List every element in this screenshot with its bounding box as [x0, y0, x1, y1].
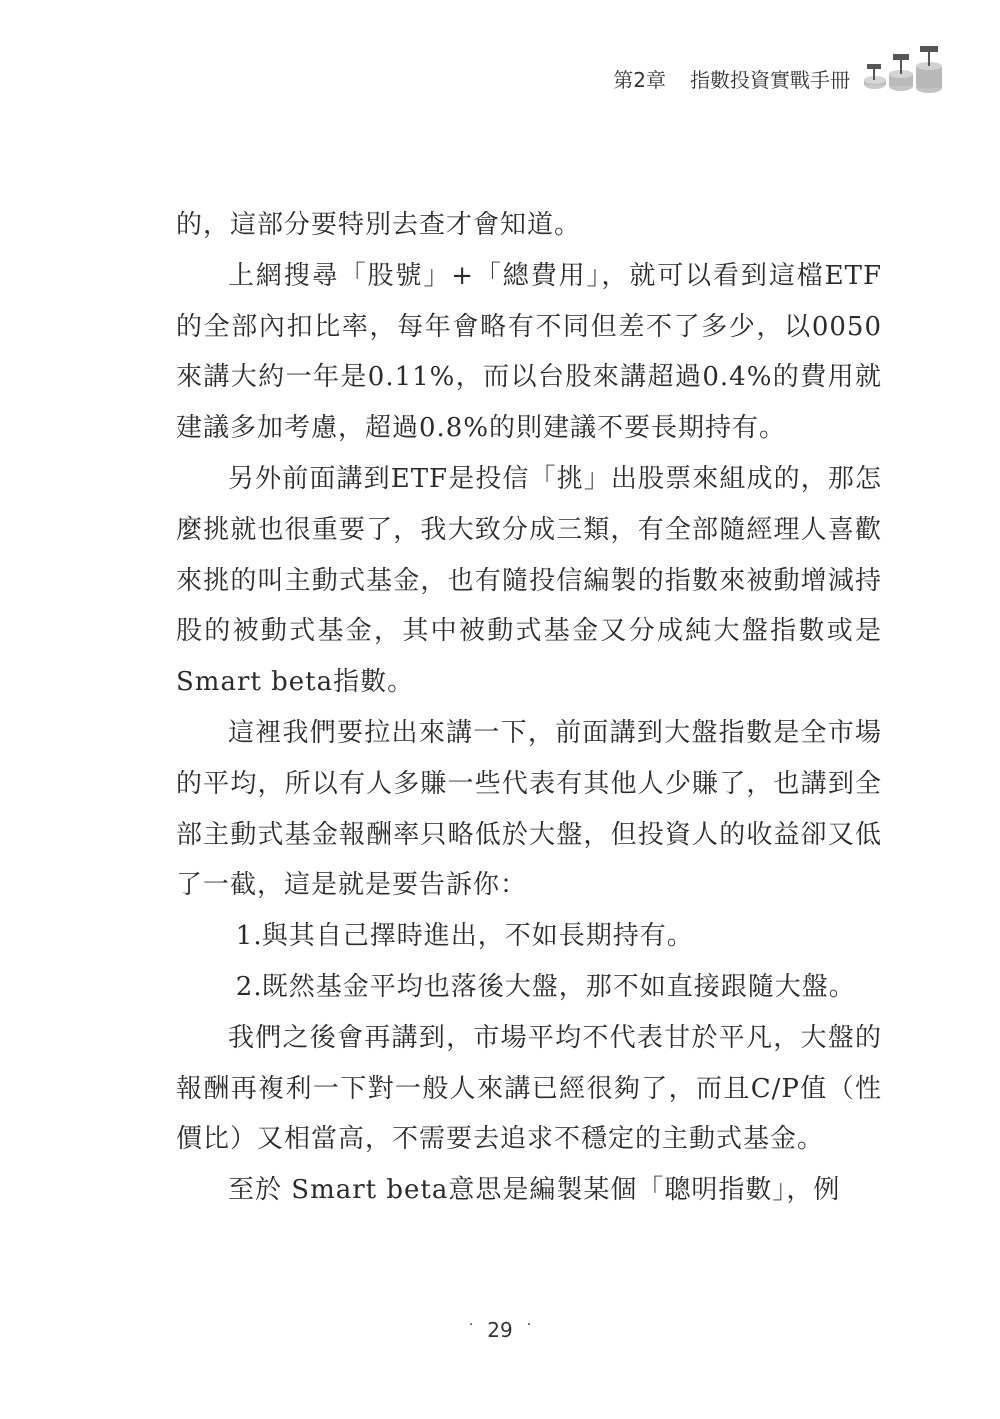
paragraph-market-average: 這裡我們要拉出來講一下，前面講到大盤指數是全市場的平均，所以有人多賺一些代表有其他人少賺了，也講到全部主動式基金報酬率只略低於大盤，但投資人的收益卻又低了一截，這是就是要告訴你： — [176, 717, 882, 901]
list-number: 1. — [235, 921, 263, 952]
coin-stack-icon — [861, 44, 945, 94]
page-footer — [0, 1318, 1000, 1342]
footer-dot-right: · — [526, 1317, 532, 1333]
paragraph-search-fees: 上網搜尋「股號」+「總費用」，就可以看到這檔ETF的全部內扣比率，每年會略有不同但差不了多少，以0050來講大約一年是0.11%，而以台股來講超過0.4%的費用就建議多加考慮，超過0.8%的則建議不要長期持有。 — [176, 260, 882, 444]
list-item — [197, 962, 882, 1013]
page-body — [176, 200, 882, 1216]
list-text: 既然基金平均也落後大盤，那不如直接跟隨大盤。 — [261, 971, 856, 1002]
running-header — [613, 64, 850, 93]
list-item — [197, 911, 882, 962]
list-text: 與其自己擇時進出，不如長期持有。 — [261, 921, 694, 952]
footer-dot-left: · — [468, 1317, 474, 1333]
paragraph-smart-beta: 至於 Smart beta意思是編製某個「聰明指數」，例 — [228, 1175, 841, 1206]
paragraph-compounding: 我們之後會再講到，市場平均不代表甘於平凡，大盤的報酬再複利一下對一般人來講已經很夠了，而且C/P值（性價比）又相當高，不需要去追求不穩定的主動式基金。 — [176, 1022, 882, 1155]
list-number: 2. — [235, 971, 263, 1002]
paragraph-continuation: 的，這部分要特別去查才會知道。 — [176, 210, 582, 240]
page-number: 29 — [487, 1318, 513, 1342]
book-title: 指數投資實戰手冊 — [690, 68, 850, 92]
paragraph-fund-types: 另外前面講到ETF是投信「挑」出股票來組成的，那怎麼挑就也很重要了，我大致分成三類，有全部隨經理人喜歡來挑的叫主動式基金，也有隨投信編製的指數來被動增減持股的被動式基金，其中被動式基金又分成純大盤指數或是Smart beta指數。 — [176, 463, 882, 698]
chapter-label: 第2章 — [613, 68, 666, 92]
